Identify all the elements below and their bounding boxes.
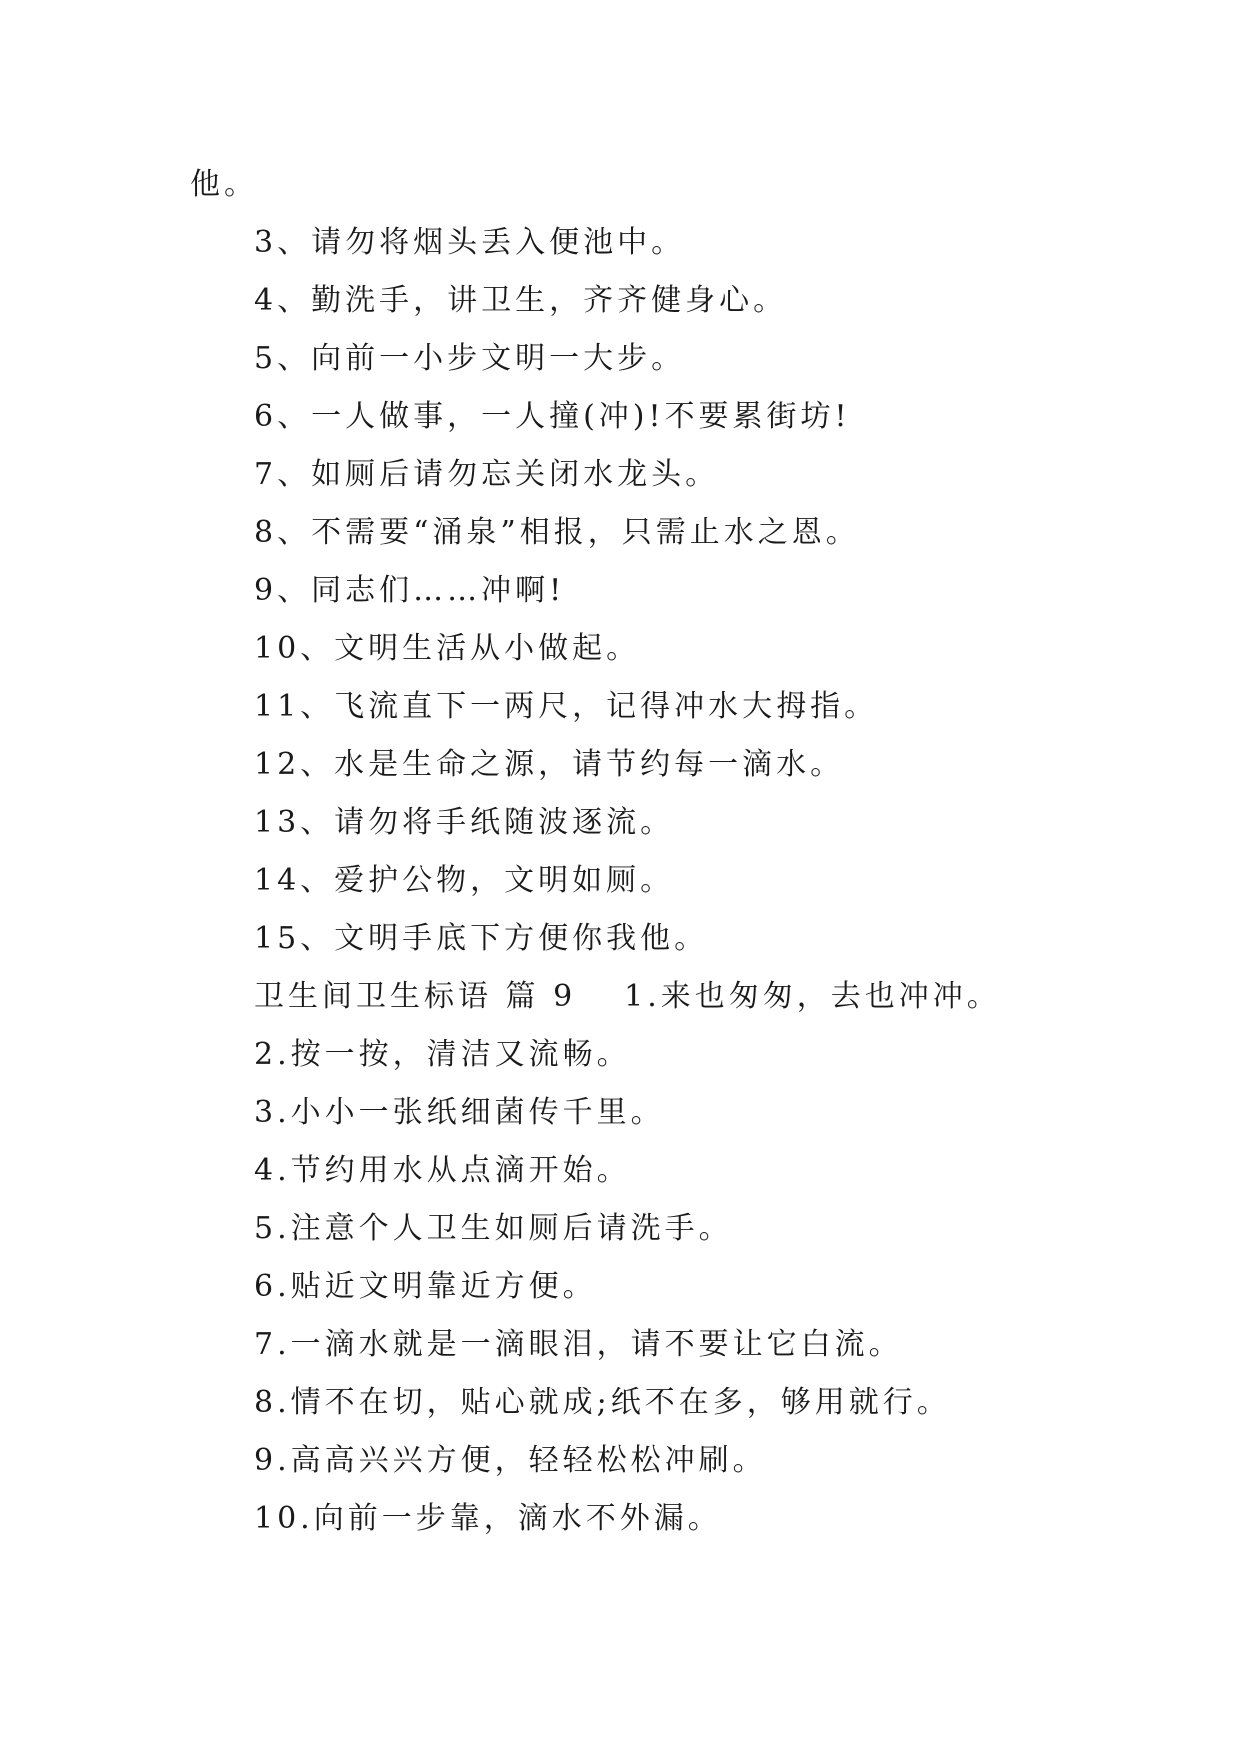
list-item: 10、文明生活从小做起。: [254, 631, 641, 666]
section-heading-line: [254, 977, 1001, 1017]
list-item: 15、文明手底下方便你我他。: [254, 921, 709, 956]
list-item: 9、同志们……冲啊!: [254, 573, 566, 608]
list-item: 5、向前一小步文明一大步。: [254, 341, 686, 376]
list-item: 10.向前一步靠，滴水不外漏。: [254, 1501, 722, 1536]
list-item: 4.节约用水从点滴开始。: [254, 1153, 631, 1188]
list-item: 2.按一按，清洁又流畅。: [254, 1037, 631, 1072]
list-item: 4、勤洗手，讲卫生，齐齐健身心。: [254, 283, 788, 318]
continuation-text: 他。: [190, 167, 258, 202]
list-item: 6、一人做事，一人撞(冲)!不要累街坊!: [254, 399, 851, 434]
list-item: 8.情不在切，贴心就成;纸不在多，够用就行。: [254, 1385, 951, 1420]
list-item: 6.贴近文明靠近方便。: [254, 1269, 597, 1304]
list-item: 5.注意个人卫生如厕后请洗手。: [254, 1211, 733, 1246]
list-item: 7.一滴水就是一滴眼泪，请不要让它白流。: [254, 1327, 903, 1362]
list-item: 12、水是生命之源，请节约每一滴水。: [254, 747, 845, 782]
list-item: 14、爱护公物，文明如厕。: [254, 863, 675, 898]
list-item: 8、不需要“涌泉”相报，只需止水之恩。: [254, 515, 860, 550]
list-item: 9.高高兴兴方便，轻轻松松冲刷。: [254, 1443, 767, 1478]
list-item: 3、请勿将烟头丢入便池中。: [254, 225, 686, 260]
section-title: 卫生间卫生标语 篇 9: [254, 979, 577, 1014]
list-item: 3.小小一张纸细菌传千里。: [254, 1095, 665, 1130]
list-item: 13、请勿将手纸随波逐流。: [254, 805, 675, 840]
list-item: 11、飞流直下一两尺，记得冲水大拇指。: [254, 689, 879, 724]
list-item: 1.来也匆匆，去也冲冲。: [624, 979, 1001, 1014]
list-item: 7、如厕后请勿忘关闭水龙头。: [254, 457, 720, 492]
